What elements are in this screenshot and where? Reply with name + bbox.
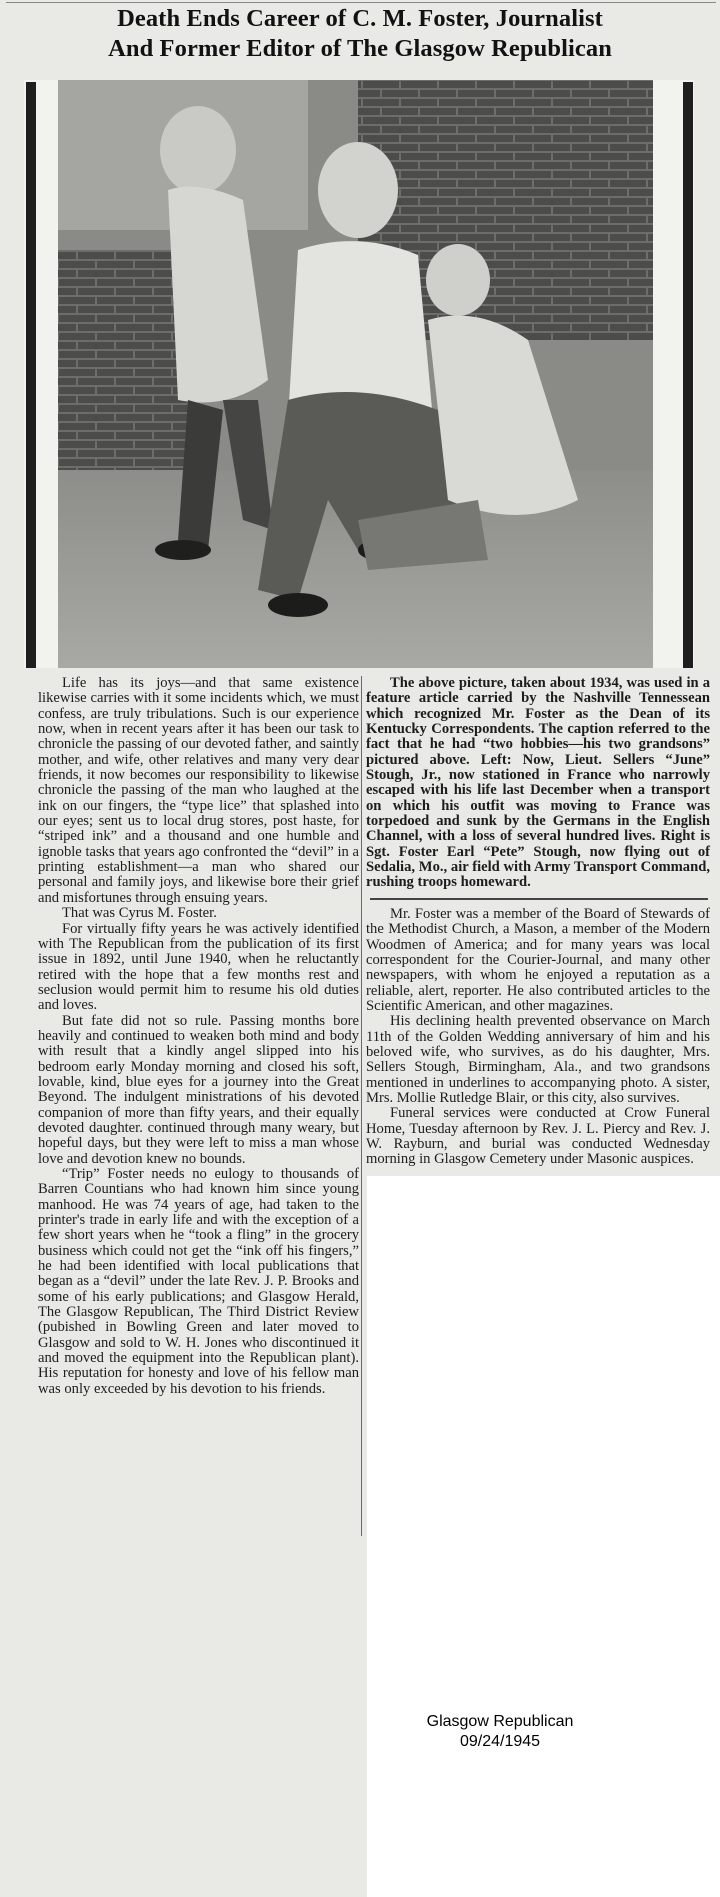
photo-caption: The above picture, taken about 1934, was used in a feature article carried by the Nashville Tennessean which recognized Mr. Foster as the Dean of its Kentucky Correspondents. The caption referred to the fact that he had “two hobbies—his two grandsons” pictured above. Left: Now, Lieut. Sellers “June” Stough, Jr., now stationed in France who narrowly escaped with his life last December when a transport on which his outfit was moving to France was torpedoed and sunk by the Germans in the English Channel, with a loss of several hundred lives. Right is Sgt. Foster Earl “Pete” Stough, now flying out of Sedalia, Mo., air field with Army Transport Command, rushing troops homeward. bbox=[366, 675, 710, 891]
headline bbox=[10, 4, 710, 64]
blank-margin bbox=[367, 1176, 720, 1897]
source-publication: Glasgow Republican bbox=[426, 1713, 574, 1730]
paragraph: His declining health prevented observance on March 11th of the Golden Wedding anniversary of him and his beloved wife, who survives, as do his daughter, Mrs. Sellers Stough, Birmingham, Ala., and two grandsons mentioned in underlines to accompanying photo. A sister, Mrs. Mollie Rutledge Blair, or this city, also survives. bbox=[366, 1013, 710, 1106]
paragraph: Mr. Foster was a member of the Board of Stewards of the Methodist Church, a Mason, a member of the Modern Woodmen of America; and for many years was local correspondent for the Courier-Journal, and many other newspapers, with whom he enjoyed a reputation as a reliable, alert, reporter. He also contributed articles to the Scientific American, and other magazines. bbox=[366, 905, 710, 1014]
source-note bbox=[380, 1712, 620, 1752]
paragraph: Funeral services were conducted at Crow Funeral Home, Tuesday afternoon by Rev. J. L. Piercy and Rev. J. W. Rayburn, and burial was conducted Wednesday morning in Glasgow Cemetery under Masonic auspices. bbox=[366, 1105, 710, 1168]
paragraph: That was Cyrus M. Foster. bbox=[62, 905, 217, 922]
photo-border-left bbox=[26, 82, 36, 668]
article-body-left bbox=[38, 676, 359, 1397]
photo-border-right bbox=[683, 82, 693, 668]
paragraph: But fate did not so rule. Passing months bore heavily and continued to weaken both mind and body with result that a kindly angel slipped into his bedroom early Monday morning and closed his soft, lovable, kind, blue eyes for a journey into the Great Beyond. The indulgent ministrations of his devoted companion of more than fifty years, and their equally devoted daughter. continued through many weary, but hopeful days, but they were left to miss a man whose love and devotion knew no bounds. bbox=[38, 1012, 359, 1167]
article-body-right bbox=[366, 676, 710, 1168]
clipping-top-edge bbox=[6, 2, 716, 3]
paragraph: “Trip” Foster needs no eulogy to thousands of Barren Countians who had known him since young manhood. He was 74 years of age, had taken to the printer's trade in early life and with the exception of a few short years when he “took a fling” in the grocery business which could not get the “ink off his fingers,” he had been identified with local publications that began as a “devil” under the late Rev. J. P. Brooks and some of his early publications; and Glasgow Herald, The Glasgow Republican, The Third District Review (pubished in Bowling Green and later moved to Glasgow and sold to W. H. Jones who discontinued it and moved the equipment into the Republican plant). His reputation for honesty and love of his fellow man was only exceeded by his devotion to his friends. bbox=[38, 1166, 359, 1397]
caption-divider bbox=[370, 898, 708, 900]
source-date: 09/24/1945 bbox=[459, 1733, 541, 1750]
headline-line-2: And Former Editor of The Glasgow Republican bbox=[108, 35, 612, 62]
old-photograph-icon bbox=[58, 80, 653, 668]
photograph-illustration bbox=[58, 80, 653, 668]
column-divider bbox=[361, 676, 362, 1536]
headline-line-1: Death Ends Career of C. M. Foster, Journalist bbox=[117, 5, 603, 32]
paragraph: For virtually fifty years he was actively identified with The Republican from the publication of its first issue in 1892, until June 1940, when he reluctantly retired with the hope that a few months rest and seclusion would permit him to resume his old duties and loves. bbox=[38, 920, 359, 1014]
paragraph: Life has its joys—and that same existence likewise carries with it some incidents which, we must confess, are truly tribulations. Such is our experience now, when in recent years after it has been our task to chronicle the passing of our devoted father, and saintly mother, and wife, other relatives and many very dear friends, it now becomes our responsibility to likewise chronicle the passing of the man who laughed at the ink on our fingers, the “type lice” that splashed into our eyes; sent us to local drug stores, post haste, for “striped ink” and a thousand and one humble and ignoble tasks that years ago confronted the “devil” in a printing establishment—a man who shared our personal and family joys, and likewise bore their grief and misfortunes through ensuing years. bbox=[38, 675, 359, 906]
